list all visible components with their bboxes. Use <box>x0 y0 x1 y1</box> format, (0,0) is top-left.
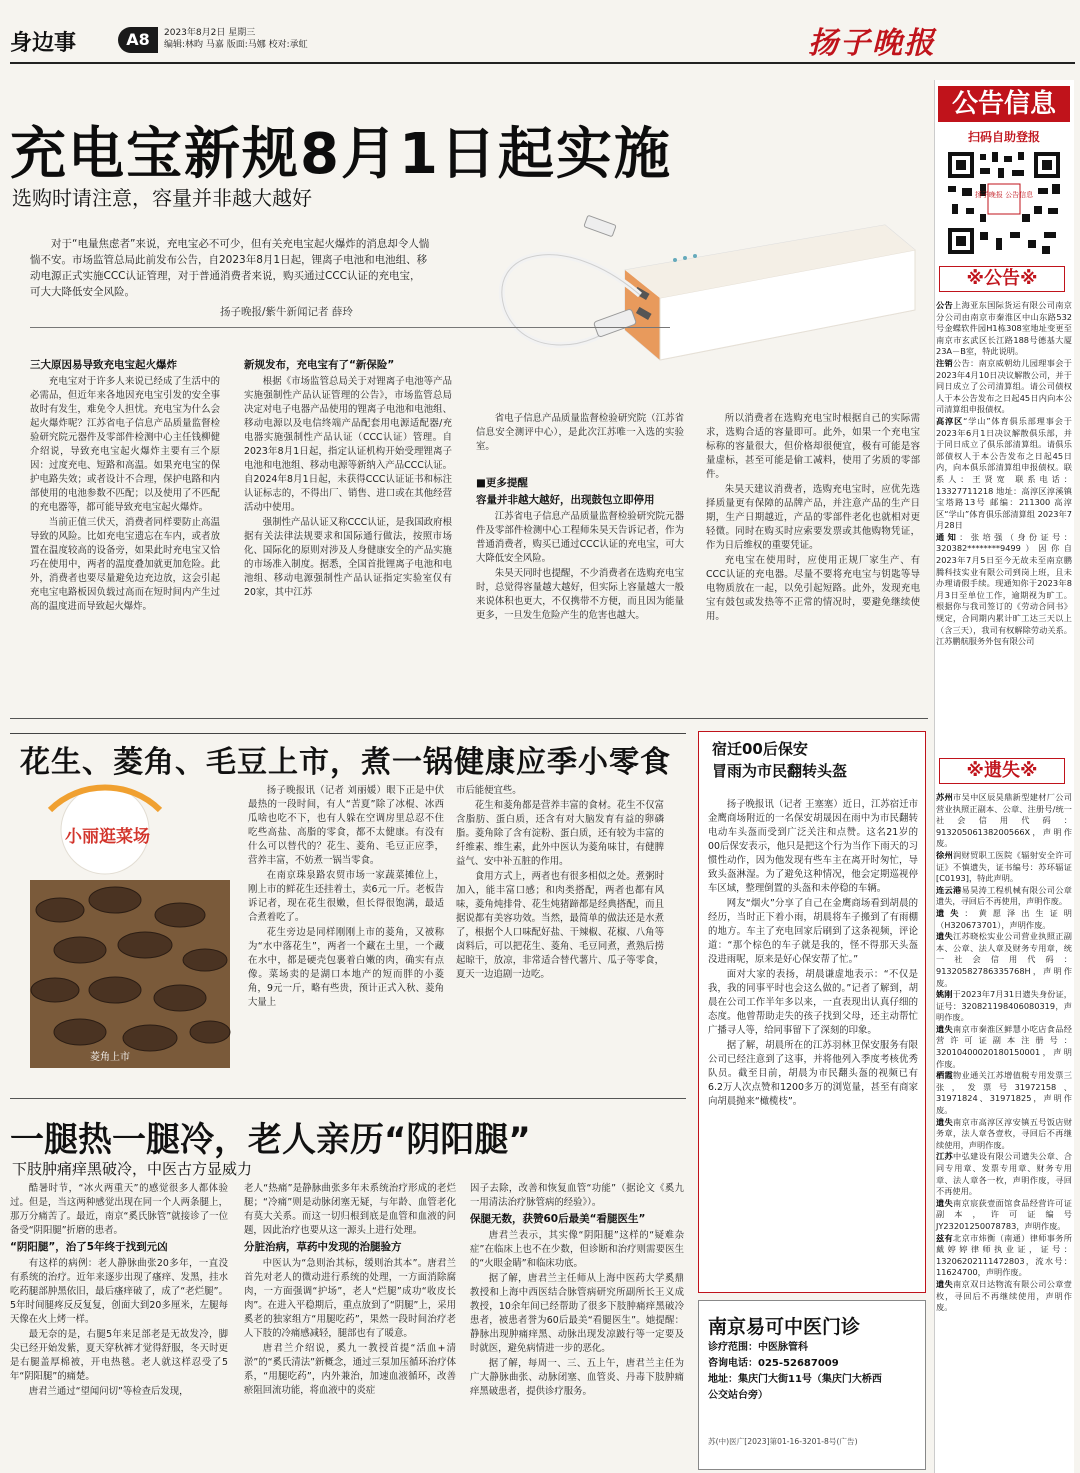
notice-item <box>936 1024 1072 1070</box>
power-bank-icon <box>625 225 915 360</box>
notice-item-text: 中弘建设有限公司遗失公章、合同专用章、发票专用章、财务专用章、法人章各一枚，声明作废，寻回不再使用。 <box>936 1151 1072 1197</box>
notice-item <box>936 1279 1072 1314</box>
col3-title: 容量并非越大越好，出现鼓包立即停用 <box>476 494 655 506</box>
notice-item-lead: 徐州 <box>936 849 954 860</box>
notice-item-text: 公告：南京威朝幼儿园理事会于2023年4月10日决议解散公司，并于同日成立了公司清算组。请公司债权人于本公告发布之日起45日内向本公司清算组申报债权。 <box>936 357 1072 415</box>
notice-item <box>936 532 1072 648</box>
paragraph: 扬子晚报讯（记者 刘丽媛）眼下正是中伏最热的一段时间，有人“苦夏”除了冰棍、冰西瓜啥也吃不下，也有人躲在空调房里总忍不住吃些高盐、高脂的零食，都不太健康。有没有什么可以替代的？花生、菱角、毛豆正应季，营养丰富，不妨煮一锅当零食。 <box>248 785 444 866</box>
issue-date: 2023年8月2日 星期三 <box>164 28 256 38</box>
notice-panel-title: 公告信息 <box>938 86 1070 122</box>
notice-item-lead: 遗失 <box>936 1023 954 1034</box>
notice-item-lead: 连云港 <box>936 884 962 895</box>
paragraph: 老人“热痛”是静脉曲张多年未系统治疗形成的老烂腿；“冷痛”则是动脉闭塞无疑，与年龄、血管老化有莫大关系。而这一切归根到底是血管和血液的问题，因此治疗也要从这一源头上进行处理。 <box>244 1183 456 1236</box>
paragraph: 据了解，胡晨所在的江苏羽林卫保安服务有限公司已经注意到了这事，并将他列入季度考核优秀队员。截至目前，胡晨为市民翻头盔的视频已有6.2万人次点赞和1200多万的浏览量，甚至有商家向胡晨抛来“橄榄枝”。 <box>708 1040 918 1107</box>
notice-item-text: 润财贸职工医院《辐射安全许可证》不慎遗失，证书编号：苏环辐证[C0193]，特此声明。 <box>936 849 1072 884</box>
notice-item-lead: 姚刚 <box>936 989 953 1000</box>
notice-item-lead: 江苏 <box>936 1151 954 1162</box>
paragraph: 面对大家的表扬，胡晨谦虚地表示：“不仅是我，我的同事平时也会这么做的。”记者了解到，胡晨在公司工作半年多以来，一直表现出认真仔细的态度。他曾帮助走失的孩子找到父母，还主动帮忙广播寻人等，给同事留下了深刻的印象。 <box>708 969 918 1036</box>
paragraph: 唐君兰表示，其实像“阴阳腿”这样的“疑难杂症”在临床上也不在少数，但诊断和治疗则需要医生的“火眼金睛”和临床功底。 <box>470 1230 684 1269</box>
notice-item-lead: 遗失 <box>936 1278 954 1289</box>
article1-rule <box>30 327 670 328</box>
notice-item <box>936 850 1072 885</box>
notice-item <box>936 358 1072 416</box>
notice-item-lead: 遗失 <box>936 931 954 942</box>
paragraph: 充电宝对于许多人来说已经成了生活中的必需品，但近年来各地因充电宝引发的安全事故时有发生，难免令人担忧。充电宝为什么会起火爆炸呢？江苏省电子信息产品质量监督检验研究院元器件及零部件检测中心主任钱柳健介绍说，导致充电宝起火爆炸主要有三个原因：过度充电、短路和高温。如果充电宝的保护电路失效；或者设计不合理，保护电路和内部使用的电池参数不匹配；以及使用了不匹配的充电器等，都可能导致充电宝起火爆炸。 <box>30 376 220 513</box>
ad-line: 地址：集庆门大街11号（集庆门大桥西 <box>708 1374 882 1385</box>
header-rule <box>10 62 1075 64</box>
ad-line: 咨询电话：025-52687009 <box>708 1358 839 1369</box>
notice-item <box>936 416 1072 532</box>
article4-col1-title: “阴阳腿”，治了5年终于找到元凶 <box>10 1241 168 1253</box>
clinic-ad-title: 南京易可中医门诊 <box>708 1316 861 1338</box>
qr-caption: 扬子晚报 公告信息 <box>974 191 1034 199</box>
article4-col2-title: 分脏治病，草药中发现的治腿验方 <box>244 1241 402 1253</box>
notice-item-text: 易昊涛工程机械有限公司公章遗失，寻回后不再使用，声明作废。 <box>936 884 1072 907</box>
paragraph: 最无奈的是，右腿5年来足部老是无故发冷，脚尖已经开始发紫，夏天穿秋裤才觉得舒服，冬天时更是右腿盖厚棉被，开电热毯。老人就这样忍受了5年“阴阳腿”的痛楚。 <box>10 1329 228 1382</box>
article4-col3-title: 保腿无数，获赞60后最美“看腿医生” <box>470 1213 646 1225</box>
article1-byline: 扬子晚报/紫牛新闻记者 薛玲 <box>220 306 353 318</box>
notice-item-text: ：张培强（身份证号：320382********9499）因你自2023年7月5日至今无故未至南京鹏腾科技实业有限公司到岗上班，且未办理请假手续。现通知你于2023年8月3日至单位工作，逾期视为旷工。根据你与我司签订的《劳动合同书》规定，合同期内累计旷工达三天以上（含三天），我司有权解除劳动关系。江苏鹏航服务外包有限公司 <box>936 531 1072 647</box>
paragraph: 唐君兰介绍说，奚九一教授首提“活血+清淤”的“奚氏清法”新概念，通过三泵加压循环治疗体系，“用腿吃药”，内外兼治，加速血液循环，改善瘀阻回流功能，将血液中的炎症 <box>244 1343 456 1396</box>
paragraph: 根据《市场监管总局关于对锂离子电池等产品实施强制性产品认证管理的公告》，市场监管总局决定对电子电器产品使用的锂离子电池和电池组、移动电源以及电信终端产品配套用电源适配器/充电器实施强制性产品认证（CCC认证）管理。自2023年8月1日起，指定认证机构开始受理锂离子电池和电池组、移动电源等新纳入产品CCC认证。自2024年8月1日起，未获得CCC认证证书和标注认证标志的，不得出厂、销售、进口或在其他经营活动中使用。 <box>244 376 452 513</box>
photo-caption: 菱角上市 <box>90 1052 130 1063</box>
clinic-ad-license: 苏(中)医广[2023]第01-16-3201-8号(广告) <box>708 1437 858 1446</box>
article4-rule <box>10 1098 686 1099</box>
article4-col1 <box>10 1182 228 1400</box>
water-chestnut-photo <box>20 770 238 1070</box>
power-bank-photo <box>445 190 925 400</box>
notice-item-text: 南京双日达物流有限公司公章壹枚，寻回后不再继续使用，声明作废。 <box>936 1278 1072 1313</box>
article1-col1 <box>30 356 220 615</box>
paragraph: 酷暑时节，“冰火两重天”的感觉很多人都体验过。但是，当这两种感觉出现在同一个人两条腿上，那万分痛苦了。最近，南京“奚氏脉管”就接诊了一位备受“阴阳腿”折磨的患者。 <box>10 1183 228 1236</box>
article1-subhead: 选购时请注意，容量并非越大越好 <box>12 186 312 210</box>
notice-item-text: 江苏晓松实业公司营业执照正副本、公章、法人章及财务专用章，统一社会信用代码：91320582786335768H，声明作废。 <box>936 931 1072 988</box>
notice-item-text: ：黄愿泽出生证明（H320673701），声明作废。 <box>936 907 1072 930</box>
notice-item <box>936 885 1072 908</box>
notice-item-lead: 苏州 <box>936 792 954 802</box>
article1-lead: 对于“电量焦虑者”来说，充电宝必不可少，但有关充电宝起火爆炸的消息却令人惴惴不安。市场监管总局此前发布公告，自2023年8月1日起，锂离子电池和电池组、移动电源正式实施CCC认证管理，对于普通消费者来说，购买通过CCC认证的充电宝，可大大降低安全风险。 <box>30 238 430 298</box>
notice-item-lead: 遗失 <box>936 907 965 918</box>
paragraph: 所以消费者在选购充电宝时根据自己的实际需求，选购合适的容量即可。此外，如果一个充电宝标称的容量很大，但价格却很便宜，极有可能是容量虚标，甚至可能是偷工减料，使用了劣质的零部件。 <box>706 413 920 480</box>
article2-headline: 花生、菱角、毛豆上市，煮一锅健康应季小零食 <box>20 745 671 780</box>
paragraph: 江苏省电子信息产品质量监督检验研究院元器件及零部件检测中心工程师朱昊天告诉记者，作为普通消费者，购买已通过CCC认证的充电宝，可大大降低安全风险。 <box>476 511 684 564</box>
dateline <box>164 27 308 51</box>
article3-headline-line2: 冒雨为市民翻转头盔 <box>712 762 848 780</box>
paragraph: 充电宝在使用时，应使用正规厂家生产、有CCC认证的充电器。尽量不要将充电宝与钥匙等导电物质放在一起，以免引起短路。此外，发现充电宝有鼓包或发热等不正常的情况时，要避免继续使用。 <box>706 555 920 622</box>
notice-item <box>936 931 1072 989</box>
paragraph: 省电子信息产品质量监督检验研究院（江苏省信息安全测评中心），是此次江苏唯一入选的实验室。 <box>476 413 684 452</box>
market-badge-text: 小丽逛菜场 <box>65 827 150 847</box>
notice-item-text: 于2023年7月31日遗失身份证，证号：320821198406080319，声明作废。 <box>936 989 1072 1023</box>
paragraph: 朱昊天同时也提醒，不少消费者在选购充电宝时，总觉得容量越大越好，但实际上容量越大一般来说体积也更大，不仅携带不方便，而且因为能量更多，一旦发生危险产生的危害也越大。 <box>476 568 684 621</box>
notice-item-text: 南京宸荻壹面馆食品经营许可证副本，许可证编号JY23201250078783，声明作废。 <box>936 1197 1072 1231</box>
paragraph: 当前正值三伏天，消费者同样要防止高温导致的风险。比如充电宝遗忘在车内，或者放置在温度较高的设备旁，如果此时充电宝又恰巧在使用中，两者的温度叠加就更加危险。此外，消费者也要尽量避免边充边放，这会引起充电宝电路板因负载过高而在短时间内产生过高的温度进而导致起火爆炸。 <box>30 517 220 612</box>
notice-section-title: ※公告※ <box>939 266 1065 292</box>
article3-headline-line1: 宿迁00后保安 <box>712 740 808 758</box>
paragraph: 市后能便宜些。 <box>456 785 522 796</box>
editor-credits: 编辑:林昀 马嘉 版面:马娜 校对:承虹 <box>164 40 308 50</box>
paragraph: 扬子晚报讯（记者 王塞塞）近日，江苏宿迁市金鹰商场附近的一名保安胡晟因在雨中为市民翻转电动车头盔而受到广泛关注和点赞。这名21岁的00后保安表示，他只是把这个行为当作下雨天的习惯性动作，因为他发现有些车主在离开时匆忙，导致头盔淋湿。为了避免这种情况，他会定期巡视停车区域，整理倒置的头盔和未停稳的车辆。 <box>708 799 918 894</box>
article2-col2 <box>456 784 664 983</box>
paragraph: 食用方式上，两者也有很多相似之处。煮粥时加入，能丰富口感；和肉类搭配，两者也都有风味，菱角炖排骨、花生炖猪蹄都是经典搭配，而且据说都有美容功效。当然，最简单的做法还是水煮了，根据个人口味配好盐、干辣椒、花椒、八角等卤料后，可以把花生、菱角、毛豆同煮，煮熟后捞起晾干，放凉，非常适合替代薯片、瓜子等零食，夏天一边追剧一边吃。 <box>456 871 664 980</box>
paragraph: 有这样的病例：老人静脉曲张20多年，一直没有系统的治疗。近年来逐步出现了瘙痒、发黑，挂水吃药腿部肿黑依旧，最后瘙痒破了，成了“老烂腿”。5年时间腿疼反反复复，创面大到20多厘米，左腿每天像在火上烤一样。 <box>10 1258 228 1325</box>
article1-col4 <box>706 412 920 625</box>
section-title: 身边事 <box>10 31 77 56</box>
more-tips-tag: ■更多提醒 <box>476 477 528 489</box>
article4-headline: 一腿热一腿冷，老人亲历“阴阳腿” <box>10 1120 531 1160</box>
paragraph: 据了解，唐君兰主任师从上海中医药大学奚鼎教授和上海中西医结合脉管病研究所副所长王义成教授，10余年间已经帮助了很多下肢肿痛痒黑破冷患者，被患者誉为60后最美“看腿医生”。她提醒：静脉出现肿痛痒黑、动脉出现发凉跛行等一定要及时就医，避免病情进一步的恶化。 <box>470 1273 684 1354</box>
scan-to-publish: 扫码自助登报 <box>967 130 1040 144</box>
col2-title: 新规发布，充电宝有了“新保险” <box>244 359 395 371</box>
notice-item-text: 市吴中区辰昊鼎新型建材厂公司营业执照正副本、公章、注册号/统一社会信用代码：91320506138200566X，声明作废。 <box>936 792 1072 849</box>
paragraph: 强制性产品认证又称CCC认证，是我国政府根据有关法律法规要求和国际通行做法，按照市场化、国际化的原则对涉及人身健康安全的产品实施的市场准入制度。据悉，全国首批锂离子电池和电池组、移动电源强制性产品认证指定实验室仅有20家，其中江苏 <box>244 517 452 598</box>
paragraph: 花生和菱角都是营养丰富的食材。花生不仅富含脂肪、蛋白质，还含有对大脑发育有益的卵磷脂。菱角除了含有淀粉、蛋白质，还有较为丰富的纤维素、维生素，此外中医认为菱角味甘，有健脾益气、安中补五脏的作用。 <box>456 800 664 867</box>
article4-subhead: 下肢肿痛痒黑破冷，中医古方显威力 <box>12 1160 253 1178</box>
notice-list <box>936 300 1072 648</box>
lost-list <box>936 792 1072 1314</box>
notice-item-lead: 通知 <box>936 531 960 542</box>
notice-item <box>936 989 1072 1024</box>
notice-item-lead: 高淳区 <box>936 415 964 426</box>
article1-col3 <box>476 412 684 624</box>
notice-item <box>936 1198 1072 1233</box>
lost-section-title: ※遗失※ <box>939 758 1065 784</box>
col1-title: 三大原因易导致充电宝起火爆炸 <box>30 359 177 371</box>
ad-line: 诊疗范围：中医脉管科 <box>708 1342 808 1353</box>
notice-item-text: 物业通关江苏增值税专用发票三张，发票号31972158、31971824、31971825，声明作废。 <box>936 1070 1072 1116</box>
notice-item-lead: 公告 <box>936 300 954 310</box>
paragraph: 在南京珠泉路农贸市场一家蔬菜摊位上，刚上市的鲜花生还挂着土，卖6元一斤。老板告诉记者，现在花生很嫩，但长得很饱满，最适合煮着吃了。 <box>248 870 444 923</box>
notice-item <box>936 1070 1072 1116</box>
notice-item-text: “学山”体育俱乐部理事会于2023年6月1日决议解散俱乐部，并于同日成立了俱乐部清算组。请俱乐部债权人于本公告发布之日起45日内，向本俱乐部清算组申报债权。联系人：王贤宽 联系电话：13327711218 地址：高淳区淳溪镇宝塔路13号 邮编：211300 高淳区“学山”体育俱乐部清算组 2023年7月28日 <box>936 415 1072 531</box>
section-rule <box>10 718 928 719</box>
page-number: A8 <box>118 27 158 53</box>
ad-line: 公交站台旁） <box>708 1390 768 1401</box>
article2-col1 <box>248 784 444 1011</box>
notice-item <box>936 1233 1072 1279</box>
notice-item-lead: 注销 <box>936 357 954 368</box>
paragraph: 唐君兰通过“望闻问切”等检查后发现， <box>28 1386 189 1397</box>
paragraph: 据了解，每周一、三、五上午，唐君兰主任为广大静脉曲张、动脉闭塞、血管炎、丹毒下肢肿痛痒黑破患者，提供诊疗服务。 <box>470 1358 684 1397</box>
notice-item-text: 南京市秦淮区鲜慧小吃店食品经营许可证副本注册号：32010400020180150001，声明作废。 <box>936 1023 1072 1069</box>
clinic-ad-details <box>708 1340 882 1404</box>
article1-headline: 充电宝新规8月1日起实施 <box>10 122 672 187</box>
paragraph: 花生旁边是同样刚刚上市的菱角，又被称为“水中落花生”，两者一个藏在土里，一个藏在水中，都是硬壳包裹着白嫩的肉，确实有点像。菜场卖的是湖口本地产的短而胖的小菱角，9元一斤，略有些贵，预计正式入秋、菱角大量上 <box>248 927 444 1008</box>
qr-code-icon[interactable] <box>944 148 1064 258</box>
article4-col2 <box>244 1182 456 1399</box>
paragraph: 中医认为“急则治其标，缓则治其本”。唐君兰首先对老人的微动进行系统的处理，一方面消除腐肉，一方面强调“护场”，老人“烂腿”成功“收皮长肉”。在进入平稳期后，重点放到了“阴腿”上，采用奚老的独家组方“用腿吃药”，果然一段时间治疗老人下肢的冷痛感减轻，腿部也有了暖意。 <box>244 1258 456 1339</box>
notice-item <box>936 300 1072 358</box>
article2-top-rule <box>10 733 686 734</box>
notice-item <box>936 908 1072 931</box>
notice-item-lead: 遗失 <box>936 1116 954 1127</box>
paragraph: 因子去除，改善和恢复血管“功能”（据论文《奚九一用清法治疗脉管病的经验》）。 <box>470 1183 684 1208</box>
notice-item-text: 南京市高淳区淳安镇五号饭店财务章，法人章各壹枚，寻回后不再继续使用，声明作废。 <box>936 1116 1072 1150</box>
article3-body <box>708 798 918 1110</box>
notice-item <box>936 1151 1072 1197</box>
notice-item <box>936 792 1072 850</box>
notice-item-text: 北京市炜衡（南通）律师事务所戴婷婷律师执业证，证号：13206202111472803，流水号：11624700，声明作废。 <box>936 1232 1072 1278</box>
notice-item-lead: 兹有 <box>936 1232 954 1243</box>
article1-col2 <box>244 356 452 601</box>
paragraph: 网友“烟火”分享了自己在金鹰商场看到胡晨的经历，当时正下着小雨，胡晨将车子搬到了有雨棚的地方。车主了充电回家后刷到了这条视频，评论道：“那个棕色的车子就是我的，怪不得那天头盔没进雨呢，原来是好心保安帮了忙。” <box>708 898 918 965</box>
paragraph: 朱昊天建议消费者，选购充电宝时，应优先选择质量更有保障的品牌产品，并注意产品的生产日期，生产日期越近，产品的零部件老化也就相对更轻微。同时在购买时应索要发票或其他购物凭证，作为日后维权的重要凭证。 <box>706 484 920 551</box>
notice-item-lead: 栖霞 <box>936 1070 954 1081</box>
article3-headline <box>712 738 847 782</box>
notice-item-text: 上海亚东国际货运有限公司南京分公司由南京市秦淮区中山东路532号金蝶软件园H1栋308室地址变更至南京市玄武区长江路188号德基大厦23A－B室，特此说明。 <box>936 300 1072 357</box>
notice-item <box>936 1117 1072 1152</box>
notice-item-lead: 遗失 <box>936 1197 954 1208</box>
article4-col3 <box>470 1182 684 1400</box>
newspaper-masthead: 扬子晚报 <box>808 26 936 61</box>
